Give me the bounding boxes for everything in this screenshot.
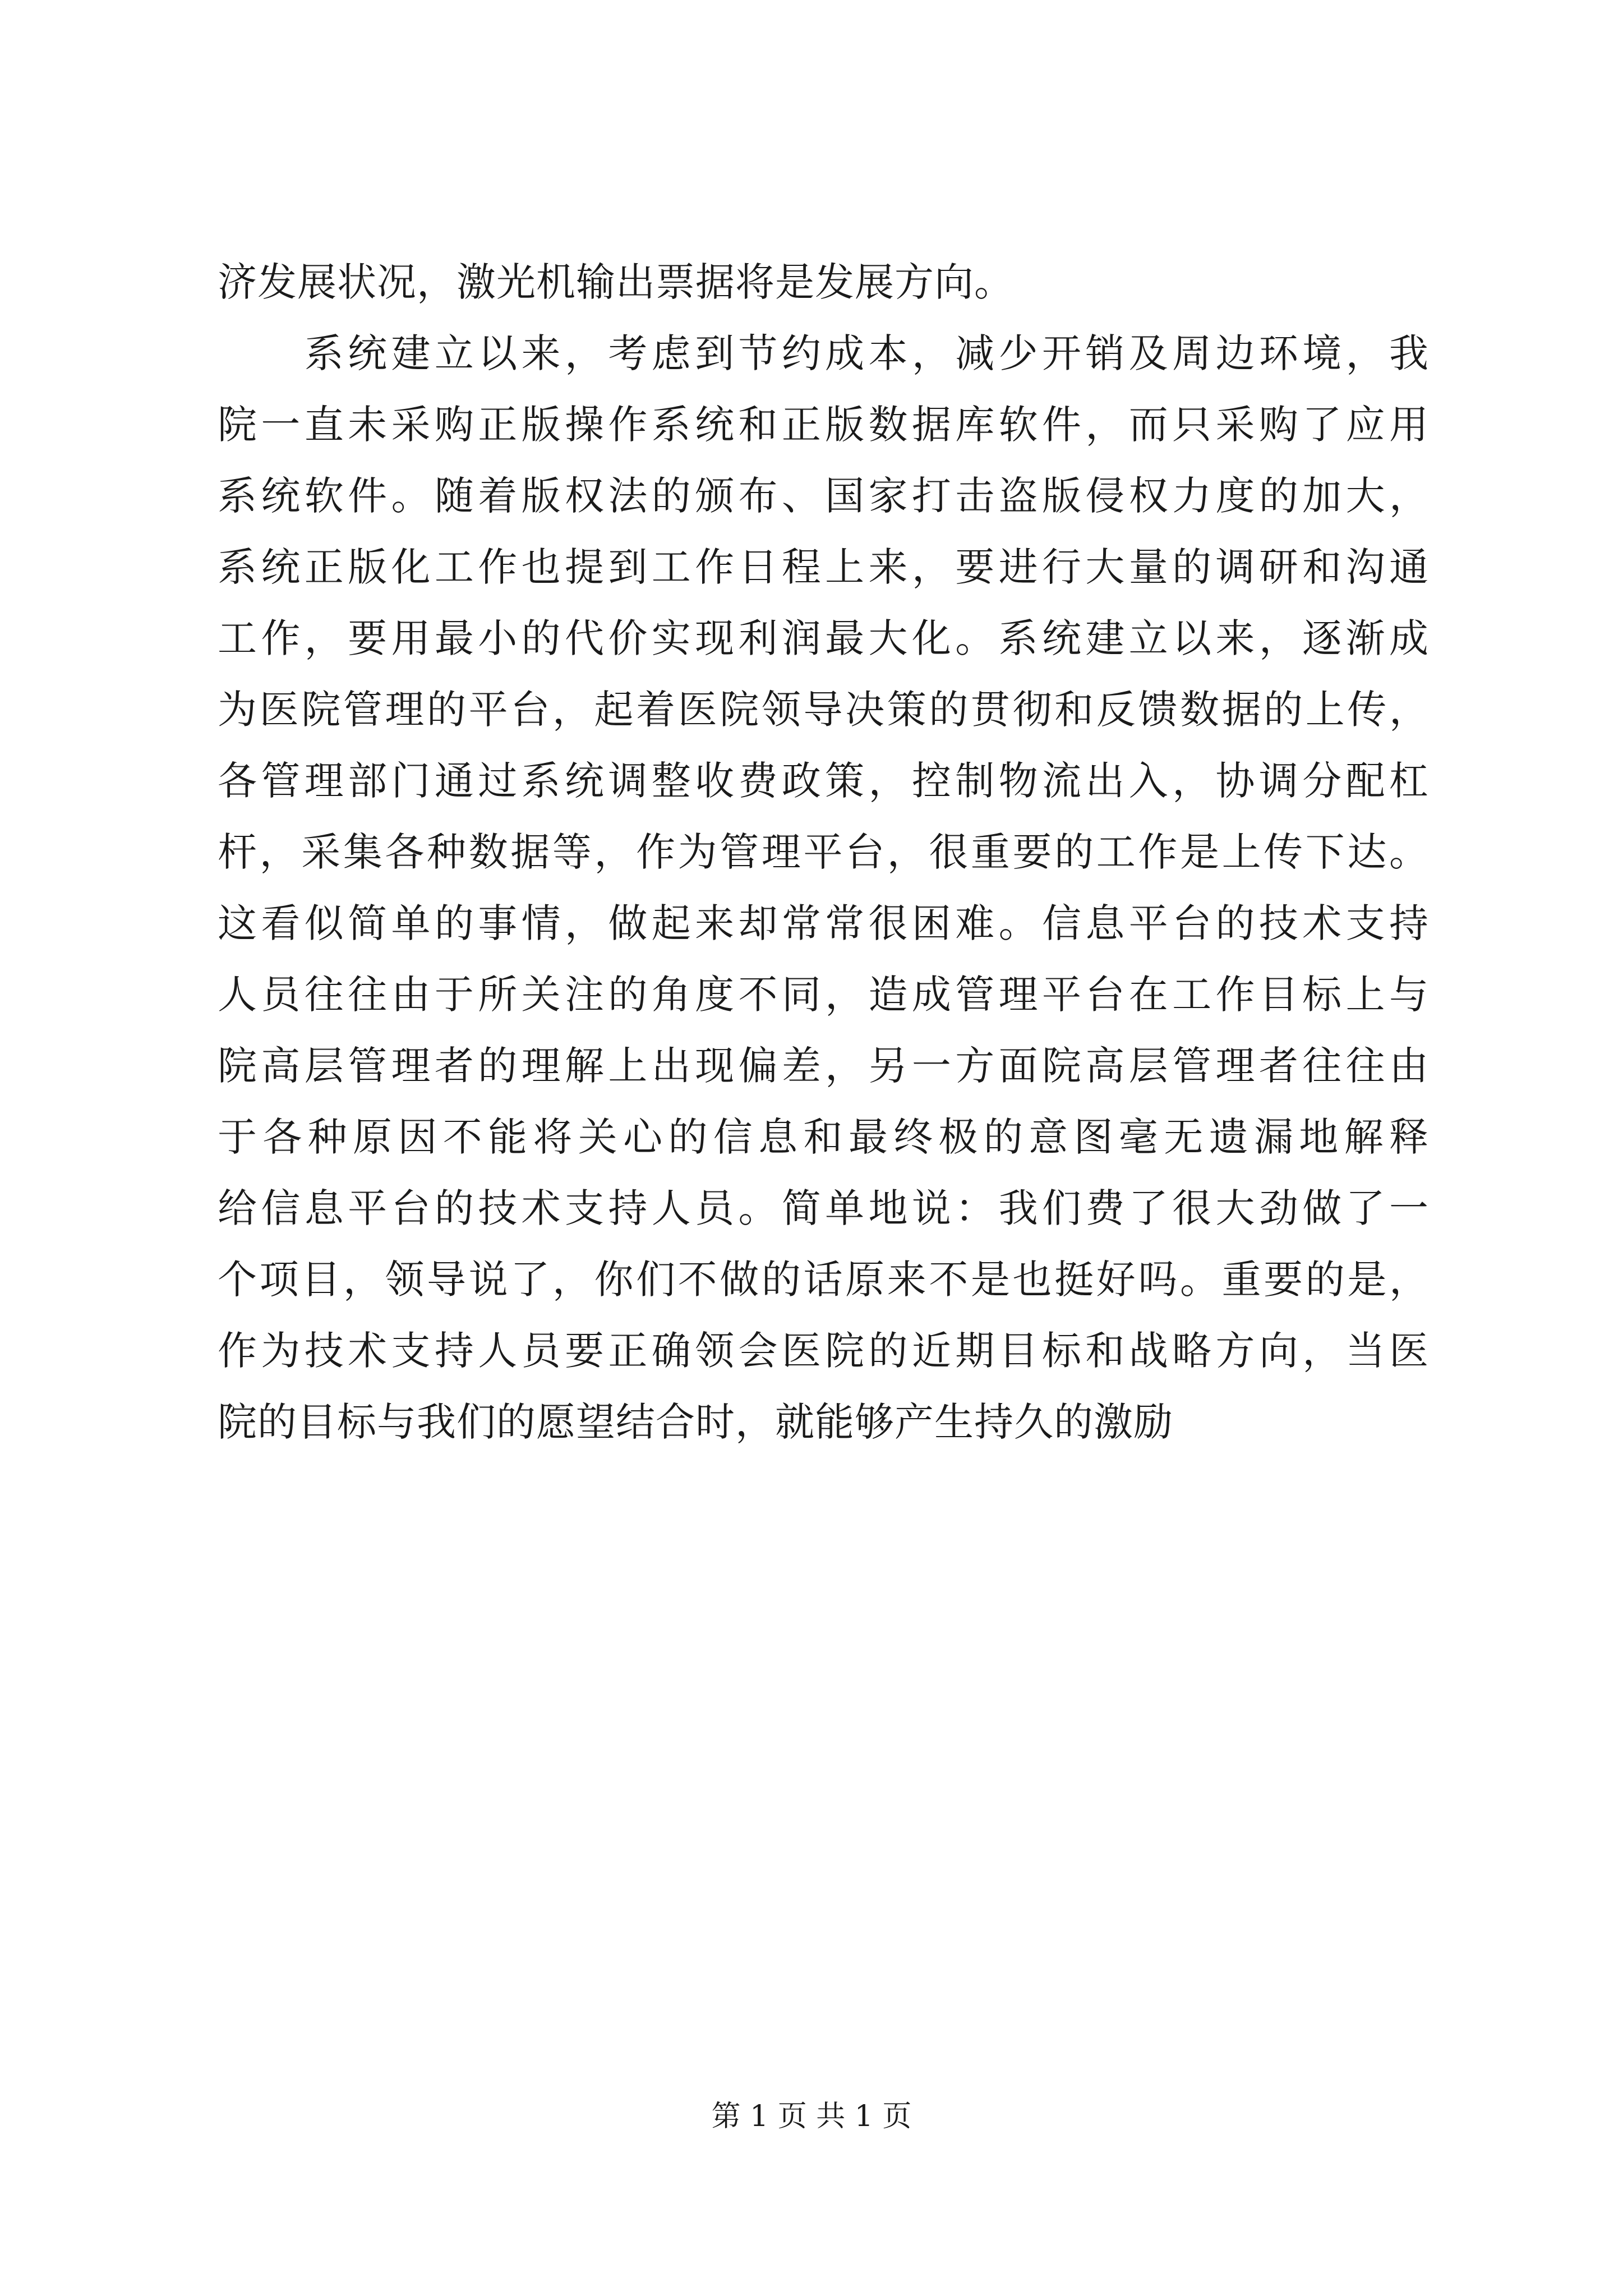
body-text bbox=[218, 247, 1429, 1458]
text-line-11: 人员往往由于所关注的角度不同，造成管理平台在工作目标上与 bbox=[218, 972, 1429, 1018]
text-line-5: 系统正版化工作也提到工作日程上来，要进行大量的调研和沟通 bbox=[218, 544, 1429, 590]
text-line-16: 作为技术支持人员要正确领会医院的近期目标和战略方向，当医 bbox=[218, 1328, 1429, 1374]
text-line-10: 这看似简单的事情，做起来却常常很困难。信息平台的技术支持 bbox=[218, 900, 1429, 946]
text-line-6: 工作，要用最小的代价实现利润最大化。系统建立以来，逐渐成 bbox=[218, 615, 1429, 661]
text-line-8: 各管理部门通过系统调整收费政策，控制物流出入，协调分配杠 bbox=[218, 758, 1429, 804]
text-line-13: 于各种原因不能将关心的信息和最终极的意图毫无遗漏地解释 bbox=[218, 1114, 1429, 1160]
text-line-12: 院高层管理者的理解上出现偏差，另一方面院高层管理者往往由 bbox=[218, 1043, 1429, 1089]
text-line-3: 院一直未采购正版操作系统和正版数据库软件，而只采购了应用 bbox=[218, 402, 1429, 448]
text-line-15: 个项目，领导说了，你们不做的话原来不是也挺好吗。重要的是， bbox=[218, 1257, 1429, 1303]
text-line-2: 系统建立以来，考虑到节约成本，减少开销及周边环境，我 bbox=[218, 330, 1429, 376]
text-line-14: 给信息平台的技术支持人员。简单地说：我们费了很大劲做了一 bbox=[218, 1185, 1429, 1231]
text-line-4: 系统软件。随着版权法的颁布、国家打击盗版侵权力度的加大， bbox=[218, 473, 1429, 519]
page-number-label: 第 1 页 共 1 页 bbox=[711, 2100, 912, 2133]
text-line-9: 杆，采集各种数据等，作为管理平台，很重要的工作是上传下达。 bbox=[218, 829, 1429, 875]
text-line-7: 为医院管理的平台，起着医院领导决策的贯彻和反馈数据的上传， bbox=[218, 687, 1429, 733]
text-line-17: 院的目标与我们的愿望结合时，就能够产生持久的激励 bbox=[218, 1399, 1173, 1445]
page-footer bbox=[0, 2097, 1623, 2136]
text-line-1: 济发展状况，激光机输出票据将是发展方向。 bbox=[218, 259, 1014, 305]
